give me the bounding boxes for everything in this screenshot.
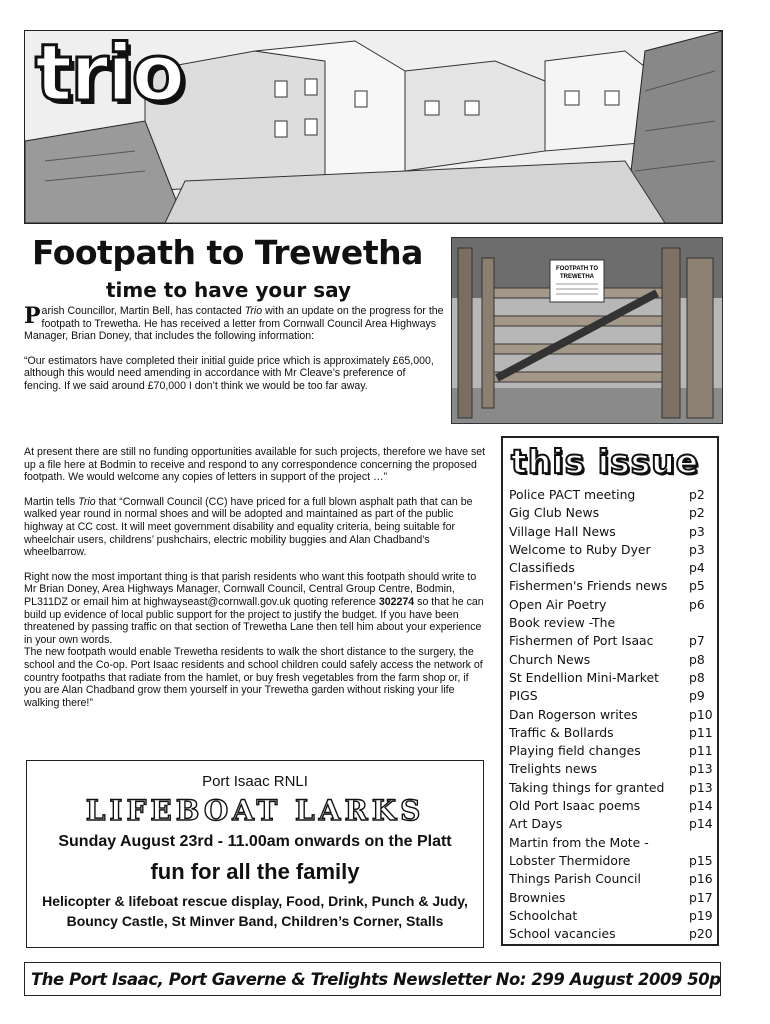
masthead-illustration bbox=[24, 30, 723, 224]
contents-item bbox=[509, 651, 717, 669]
contents-item-page: p14 bbox=[689, 798, 713, 814]
rnli-organiser: Port Isaac RNLI bbox=[202, 773, 308, 790]
paragraph: Martin tells Trio that “Cornwall Council (CC) have priced for a full blown asphalt path that can be walked year round in normal shoes and will be adopted and maintained as part of the public highway at CC cost. It will meet government disability and equality criteria, being suitable for wheelchair users, childrens’ pushchairs, electric mobility buggies and Alan Chadband’s wheelbarrow. bbox=[24, 495, 473, 559]
contents-item-title: Book review -The bbox=[509, 615, 616, 631]
contents-item-title: School vacancies bbox=[509, 926, 616, 942]
contents-item bbox=[509, 760, 717, 778]
rnli-date: Sunday August 23rd - 11.00am onwards on the Platt bbox=[58, 833, 452, 850]
contents-item bbox=[509, 907, 717, 925]
rnli-advert bbox=[26, 760, 484, 948]
contents-item-page: p8 bbox=[689, 669, 705, 685]
contents-item-page: p15 bbox=[689, 852, 713, 868]
contents-item bbox=[509, 797, 717, 815]
contents-item bbox=[509, 596, 717, 614]
rnli-title: LIFEBOAT LARKS bbox=[85, 794, 425, 827]
contents-item bbox=[509, 742, 717, 760]
contents-item-title: Schoolchat bbox=[509, 907, 578, 923]
contents-list bbox=[509, 486, 717, 943]
contents-item bbox=[509, 632, 717, 650]
sign-line1: FOOTPATH TO bbox=[556, 266, 598, 272]
contents-item bbox=[509, 815, 717, 833]
contents-item-title: Things Parish Council bbox=[509, 871, 641, 887]
contents-item-page: p16 bbox=[689, 871, 713, 887]
contents-item bbox=[509, 724, 717, 742]
contents-item-page: p7 bbox=[689, 633, 705, 649]
contents-item-title: Playing field changes bbox=[509, 743, 641, 759]
gate-illustration bbox=[452, 238, 722, 423]
contents-item-title: Open Air Poetry bbox=[509, 596, 607, 612]
contents-item-title: Fishermen of Port Isaac bbox=[509, 633, 654, 649]
paragraph: The new footpath would enable Trewetha residents to walk the short distance to the surgery, the school and the Co-op. Port Isaac residents and school children could safely access the network of country footpaths that radiate from the hamlet, or buy fresh vegetables from the farm shop or, if you are Alan Chadband grow them yourself in your Trewetha garden without risking your life walking there!” bbox=[24, 646, 483, 709]
contents-item bbox=[509, 577, 717, 595]
contents-item-page: p5 bbox=[689, 578, 705, 594]
contents-item-page: p8 bbox=[689, 651, 705, 667]
contents-item-page: p3 bbox=[689, 523, 705, 539]
gate-photo bbox=[451, 237, 723, 424]
contents-item bbox=[509, 486, 717, 504]
rnli-tagline: fun for all the family bbox=[150, 859, 360, 884]
contents-item-title: Old Port Isaac poems bbox=[509, 798, 641, 814]
contents-item-page: p4 bbox=[689, 560, 705, 576]
contents-item bbox=[509, 925, 717, 943]
contents-item-title: St Endellion Mini-Market bbox=[509, 669, 660, 685]
paragraph: Right now the most important thing is that parish residents who want this footpath should write to Mr Brian Doney, Area Highways Manager, Cornwall Council, Central Group Centre, Bodmin, PL311DZ or email him at highwayseast@cornwall.gov.uk quoting reference 302274 so that he can build up evidence of local public support for the project to justify the budget. If you have been threatened by passing traffic on that section of Trewetha Lane then tell him about your experience in your own words. bbox=[24, 570, 484, 646]
paragraph: “Our estimators have completed their initial guide price which is approximately £65,000, although this would need amending in accordance with Mr Cleave’s preference of fencing. If we said around £70,000 I don’t think we would be too far away. bbox=[24, 354, 434, 392]
contents-item-page: p10 bbox=[689, 706, 713, 722]
article-subhead: time to have your say bbox=[106, 278, 352, 302]
contents-item bbox=[509, 870, 717, 888]
article-headline: Footpath to Trewetha bbox=[32, 233, 423, 272]
contents-item-page: p20 bbox=[689, 926, 713, 942]
contents-item-title: Classifieds bbox=[509, 560, 575, 576]
contents-item bbox=[509, 504, 717, 522]
contents-item bbox=[509, 706, 717, 724]
contents-item-title: Police PACT meeting bbox=[509, 487, 636, 502]
contents-item-page: p11 bbox=[689, 743, 713, 759]
contents-item bbox=[509, 614, 717, 632]
contents-item bbox=[509, 834, 717, 852]
trio-logo: trio bbox=[35, 30, 184, 119]
contents-item-page: p14 bbox=[689, 816, 713, 832]
contents-item bbox=[509, 779, 717, 797]
contents-item-page: p11 bbox=[689, 724, 713, 740]
contents-item-title: Brownies bbox=[509, 889, 566, 905]
contents-item-title: Traffic & Bollards bbox=[509, 724, 614, 740]
contents-item-page: p6 bbox=[689, 596, 705, 612]
newsletter-footer: The Port Isaac, Port Gaverne & Trelights Newsletter No: 299 August 2009 50p bbox=[24, 962, 721, 996]
contents-item-title: PIGS bbox=[509, 688, 538, 704]
contents-item-title: Trelights news bbox=[509, 761, 598, 777]
contents-item-page: p19 bbox=[689, 907, 713, 923]
contents-item bbox=[509, 541, 717, 559]
contents-item-title: Fishermen's Friends news bbox=[509, 578, 668, 594]
contents-item-page: p17 bbox=[689, 889, 713, 905]
contents-item-page: p13 bbox=[689, 761, 713, 777]
contents-item-title: Martin from the Mote - bbox=[509, 834, 649, 850]
contents-item bbox=[509, 889, 717, 907]
contents-item bbox=[509, 852, 717, 870]
contents-item bbox=[509, 687, 717, 705]
contents-item-page: p3 bbox=[689, 541, 705, 557]
contents-item-page: p2 bbox=[689, 487, 705, 502]
article-body-top bbox=[24, 305, 444, 405]
contents-item-page: p9 bbox=[689, 688, 705, 704]
contents-item bbox=[509, 669, 717, 687]
contents-item-title: Village Hall News bbox=[509, 523, 616, 539]
contents-item-title: Taking things for granted bbox=[509, 779, 665, 795]
contents-item-title: Lobster Thermidore bbox=[509, 852, 631, 868]
contents-item bbox=[509, 523, 717, 541]
contents-item-page: p13 bbox=[689, 779, 713, 795]
article-body-bottom bbox=[24, 446, 486, 721]
contents-item bbox=[509, 559, 717, 577]
contents-item-page bbox=[689, 614, 717, 632]
contents-item-title: Gig Club News bbox=[509, 505, 600, 521]
contents-item-page bbox=[689, 834, 717, 852]
contents-item-title: Art Days bbox=[509, 816, 563, 832]
this-issue-box bbox=[501, 436, 719, 946]
contents-item-title: Dan Rogerson writes bbox=[509, 706, 638, 722]
contents-item-title: Welcome to Ruby Dyer bbox=[509, 541, 651, 557]
paragraph: Parish Councillor, Martin Bell, has contacted Trio with an update on the progress for the footpath to Trewetha. He has received a letter from Cornwall Council Area Highways Manager, Brian Doney, that includes the following information: bbox=[24, 303, 444, 343]
rnli-events: Helicopter & lifeboat rescue display, Food, Drink, Punch & Judy, Bouncy Castle, St Minver Band, Children’s Corner, Stalls bbox=[42, 893, 468, 929]
this-issue-title: this issue bbox=[511, 442, 700, 481]
contents-item-title: Church News bbox=[509, 651, 591, 667]
sign-line2: TREWETHA bbox=[560, 274, 594, 280]
paragraph: At present there are still no funding opportunities available for such projects, therefore we have set up a file here at Bodmin to receive and respond to any correspondence concerning the proposed footpath. We would welcome any copies of letters in support of the project …” bbox=[24, 446, 486, 484]
contents-item-page: p2 bbox=[689, 505, 705, 521]
drop-cap: P bbox=[24, 303, 41, 329]
